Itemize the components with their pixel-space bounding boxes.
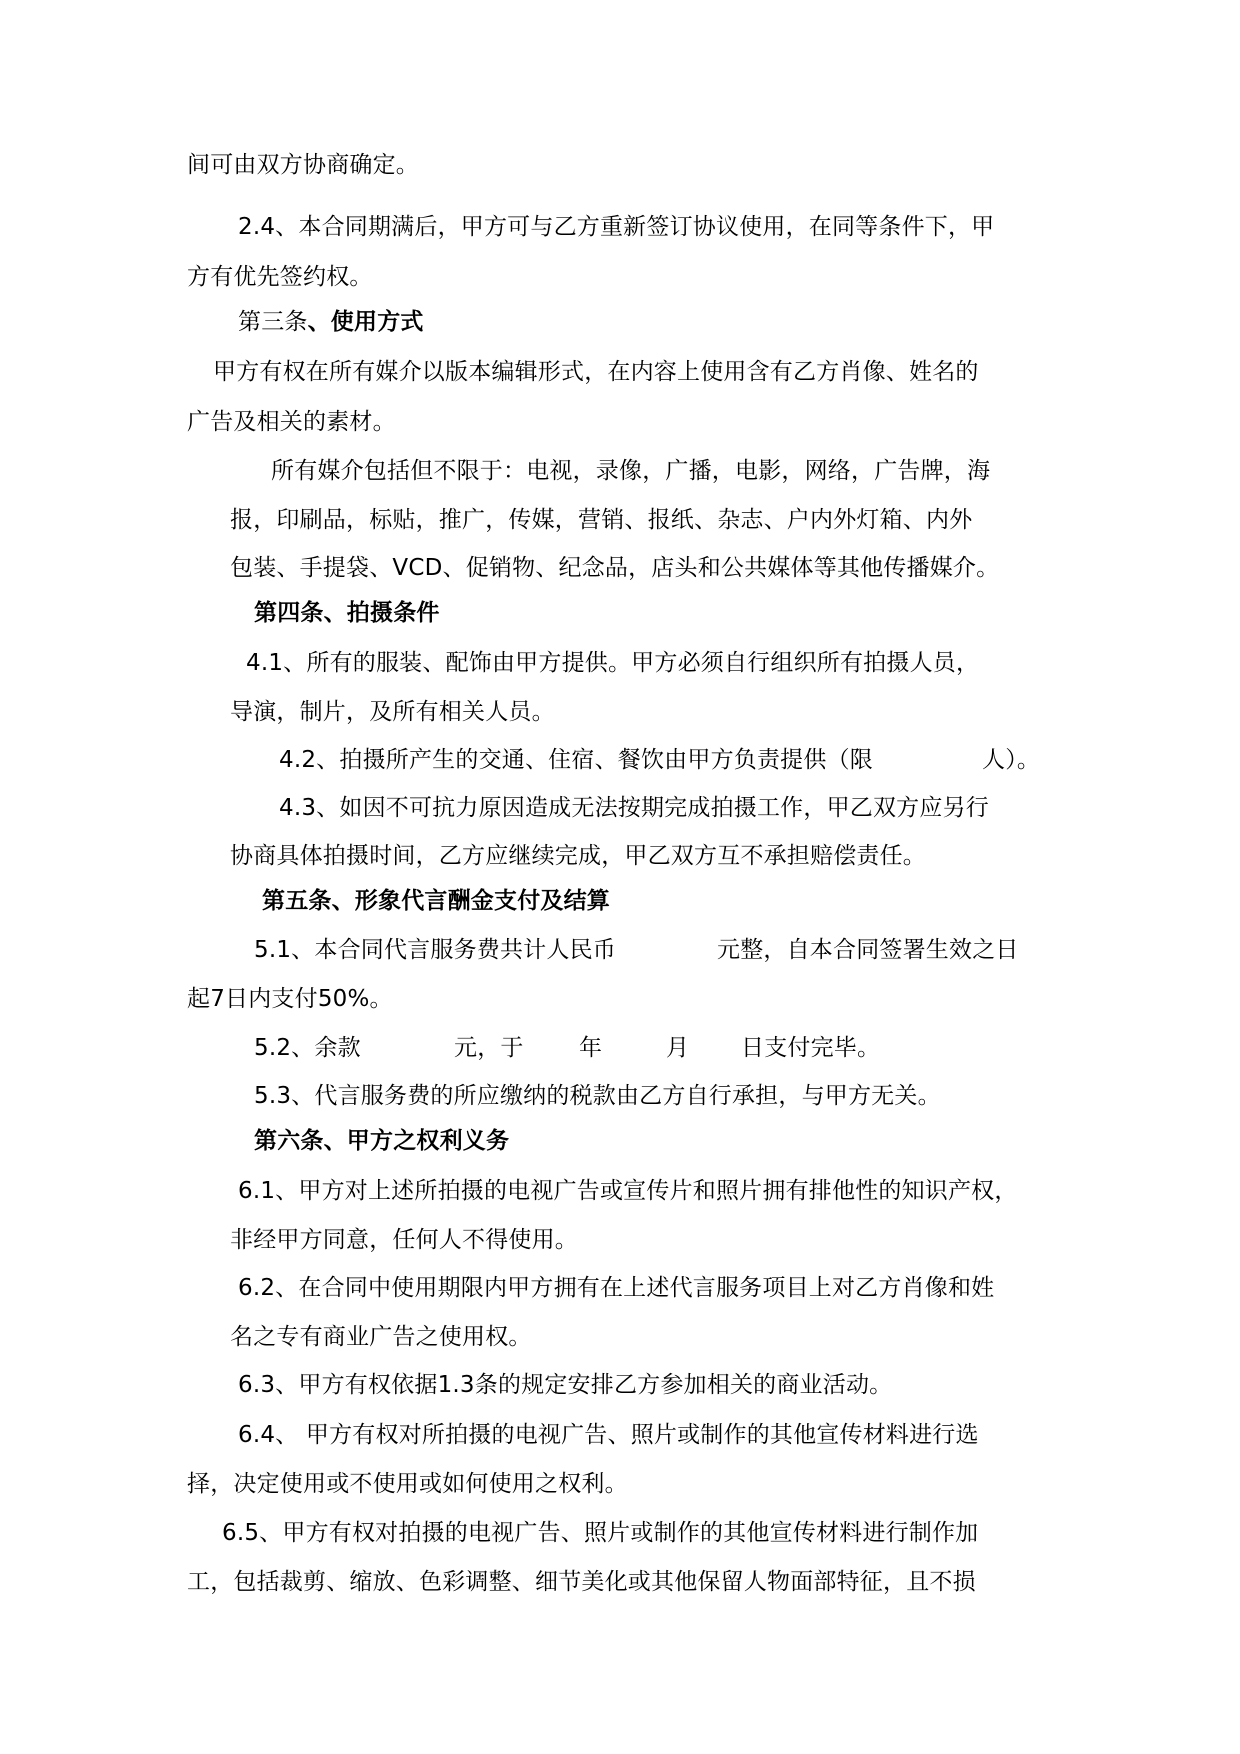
text-line: 6.3、甲方有权依据1.3条的规定安排乙方参加相关的商业活动。 xyxy=(238,1372,893,1398)
text-line: 元整，自本合同签署生效之日 xyxy=(717,937,1019,963)
text-line: 非经甲方同意，任何人不得使用。 xyxy=(230,1227,578,1253)
text-line: 年 xyxy=(579,1035,603,1061)
text-line: 导演，制片，及所有相关人员。 xyxy=(230,699,555,725)
text-line: 间可由双方协商确定。 xyxy=(187,152,419,178)
text-line: 6.5、甲方有权对拍摄的电视广告、照片或制作的其他宣传材料进行制作加 xyxy=(222,1520,979,1546)
text-line: 方有优先签约权。 xyxy=(187,264,373,290)
section-heading-5: 第五条、形象代言酬金支付及结算 xyxy=(262,888,610,914)
text-line: 名之专有商业广告之使用权。 xyxy=(230,1324,532,1350)
text-line: 广告及相关的素材。 xyxy=(187,409,396,435)
text-line: 工，包括裁剪、缩放、色彩调整、细节美化或其他保留人物面部特征，且不损 xyxy=(187,1569,976,1595)
text-line: 6.2、在合同中使用期限内甲方拥有在上述代言服务项目上对乙方肖像和姓 xyxy=(238,1275,995,1301)
text-line: 6.4、 甲方有权对所拍摄的电视广告、照片或制作的其他宣传材料进行选 xyxy=(238,1422,979,1448)
text-line: 人）。 xyxy=(982,747,1041,773)
text-line: 2.4、本合同期满后，甲方可与乙方重新签订协议使用，在同等条件下，甲 xyxy=(238,214,995,240)
text-line: 月 xyxy=(666,1035,690,1061)
text-line: 择，决定使用或不使用或如何使用之权利。 xyxy=(187,1471,628,1497)
section-heading-3 xyxy=(238,307,424,337)
section-heading-4: 第四条、拍摄条件 xyxy=(254,600,440,626)
text-line: 日支付完毕。 xyxy=(741,1035,881,1061)
text-line: 5.1、本合同代言服务费共计人民币 xyxy=(254,937,616,963)
section-heading-6: 第六条、甲方之权利义务 xyxy=(254,1128,510,1154)
text-line: 报，印刷品，标贴，推广，传媒，营销、报纸、杂志、户内外灯箱、内外 xyxy=(230,507,973,533)
text-line: 起7日内支付50%。 xyxy=(187,986,393,1012)
text-line: 包装、手提袋、VCD、促销物、纪念品，店头和公共媒体等其他传播媒介。 xyxy=(230,555,1000,581)
section-title: 、使用方式 xyxy=(307,309,424,335)
text-line: 6.1、甲方对上述所拍摄的电视广告或宣传片和照片拥有排他性的知识产权， xyxy=(238,1178,1018,1204)
text-line: 4.2、拍摄所产生的交通、住宿、餐饮由甲方负责提供（限 xyxy=(279,747,873,773)
text-line: 5.3、代言服务费的所应缴纳的税款由乙方自行承担，与甲方无关。 xyxy=(254,1083,941,1109)
text-line: 所有媒介包括但不限于：电视，录像，广播，电影，网络，广告牌，海 xyxy=(271,458,991,484)
text-line: 4.3、如因不可抗力原因造成无法按期完成拍摄工作，甲乙双方应另行 xyxy=(279,795,989,821)
text-line: 4.1、所有的服装、配饰由甲方提供。甲方必须自行组织所有拍摄人员， xyxy=(246,650,980,676)
text-line: 元，于 xyxy=(454,1035,524,1061)
text-line: 甲方有权在所有媒介以版本编辑形式，在内容上使用含有乙方肖像、姓名的 xyxy=(213,359,979,385)
text-line: 协商具体拍摄时间，乙方应继续完成，甲乙双方互不承担赔偿责任。 xyxy=(230,843,926,869)
section-number: 第三条 xyxy=(238,309,308,335)
text-line: 5.2、余款 xyxy=(254,1035,361,1061)
